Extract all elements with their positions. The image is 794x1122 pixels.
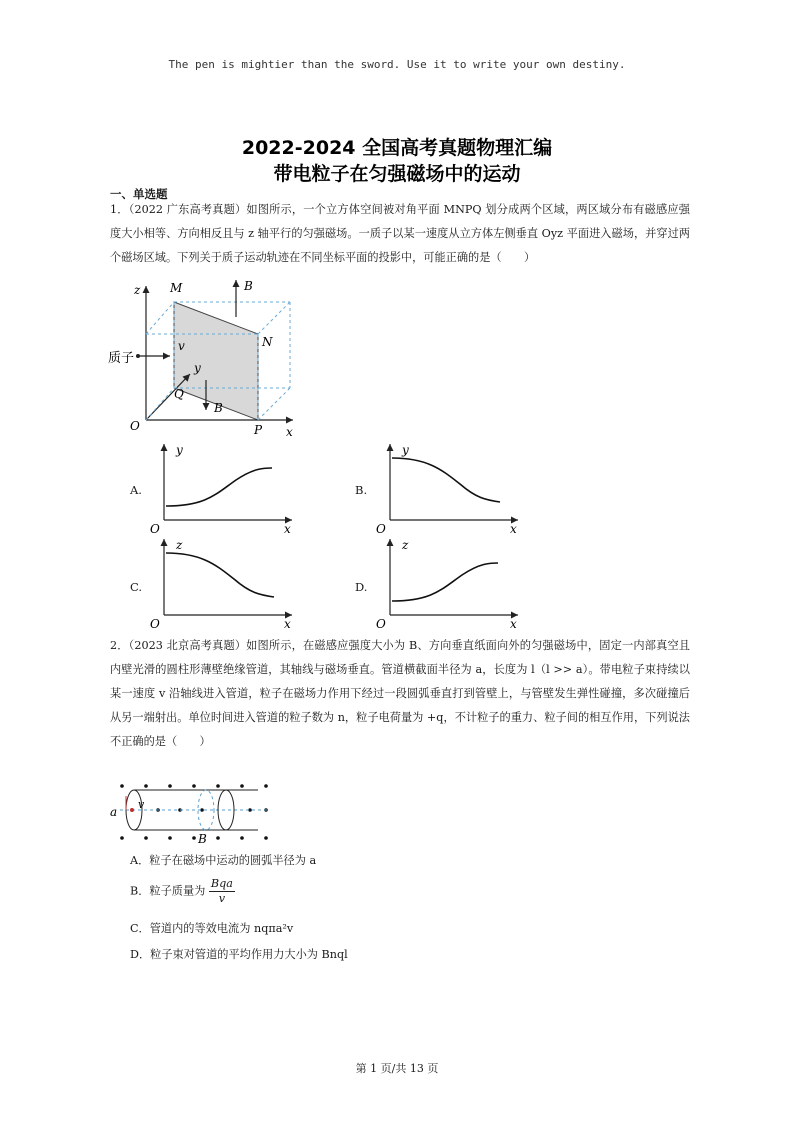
fraction-numerator: Bqa <box>210 877 233 890</box>
graph-v-axis-label: z <box>176 538 183 552</box>
label-v: v <box>138 798 145 811</box>
question-1-text: 1．（2022 广东高考真题）如图所示，一个立方体空间被对角平面 MNPQ 划分成两个区域，两区域分布有磁感应强度大小相等、方向相反且与 z 轴平行的匀强磁场。一质子以某一速度从立方体左侧垂直 Oyz 平面进入磁场，并穿过两个磁场区域。下列关于质子运动轨迹在不同坐标平面的投影中，可能正确的是（ ） <box>110 203 690 264</box>
page-motto: The pen is mightier than the sword. Use it to write your own destiny. <box>168 58 626 71</box>
option-a-graph <box>146 440 296 535</box>
trajectory-curve <box>392 458 500 502</box>
graph-origin-label: O <box>376 617 386 630</box>
graph-v-axis-label: y <box>176 443 183 457</box>
label-proton: 质子 <box>108 351 135 366</box>
option-b-graph <box>372 440 522 535</box>
graph-origin-label: O <box>150 617 160 630</box>
label-Q: Q <box>174 387 184 401</box>
label-y: y <box>194 361 201 375</box>
q2-choice-b <box>130 877 235 906</box>
q2-choice-b-prefix: B．粒子质量为 <box>130 884 206 898</box>
q2-choice-d: D．粒子束对管道的平均作用力大小为 Bnql <box>130 948 348 961</box>
document-subtitle: 带电粒子在匀强磁场中的运动 <box>273 163 521 185</box>
pipe-figure <box>108 778 278 848</box>
label-P: P <box>254 423 263 437</box>
label-x: x <box>286 425 293 439</box>
label-B: B <box>198 832 207 846</box>
question-2-text: 2．（2023 北京高考真题）如图所示，在磁感应强度大小为 B、方向垂直纸面向外的匀强磁场中，固定一内部真空且内壁光滑的圆柱形薄壁绝缘管道，其轴线与磁场垂直。管道横截面半径为 a，长度为 l（l >> a）。带电粒子束持续以某一速度 v 沿轴线进入管道，粒子在磁场力作用下经过一段圆弧垂直打到管壁上，与管壁发生弹性碰撞，多次碰撞后从另一端射出。单位时间进入管道的粒子数为 n，粒子电荷量为 +q，不计粒子的重力、粒子间的相互作用，下列说法不正确的是（ ） <box>110 639 690 748</box>
graph-origin-label: O <box>150 522 160 535</box>
label-z: z <box>134 283 141 297</box>
cube-figure <box>108 272 308 442</box>
option-a-label: A. <box>130 483 142 497</box>
trajectory-curve <box>166 553 274 597</box>
graph-h-axis-label: x <box>284 522 291 535</box>
graph-h-axis-label: x <box>510 617 517 630</box>
q2-choice-c: C．管道内的等效电流为 nqπa²v <box>130 922 294 935</box>
section-heading: 一、单选题 <box>110 187 168 201</box>
graph-h-axis-label: x <box>510 522 517 535</box>
option-d-label: D. <box>355 580 368 594</box>
trajectory-curve <box>166 468 272 506</box>
page-number: 第 1 页/共 13 页 <box>355 1062 439 1075</box>
graph-h-axis-label: x <box>284 617 291 630</box>
option-d-graph <box>372 535 522 630</box>
option-b-label: B. <box>355 483 368 497</box>
fraction-denominator: v <box>218 892 226 905</box>
label-origin: O <box>130 419 140 433</box>
mass-fraction <box>209 877 235 906</box>
graph-v-axis-label: z <box>402 538 409 552</box>
trajectory-curve <box>392 563 498 601</box>
document-title: 2022-2024 全国高考真题物理汇编 <box>241 137 553 159</box>
label-B-down: B <box>214 401 223 415</box>
q2-choice-a: A．粒子在磁场中运动的圆弧半径为 a <box>130 854 317 867</box>
graph-origin-label: O <box>376 522 386 535</box>
label-B-up: B <box>244 279 253 293</box>
label-v: v <box>178 339 185 353</box>
label-N: N <box>262 335 273 349</box>
option-c-label: C. <box>130 580 143 594</box>
graph-v-axis-label: y <box>402 443 409 457</box>
label-M: M <box>170 281 183 295</box>
label-a: a <box>110 805 118 819</box>
option-c-graph <box>146 535 296 630</box>
